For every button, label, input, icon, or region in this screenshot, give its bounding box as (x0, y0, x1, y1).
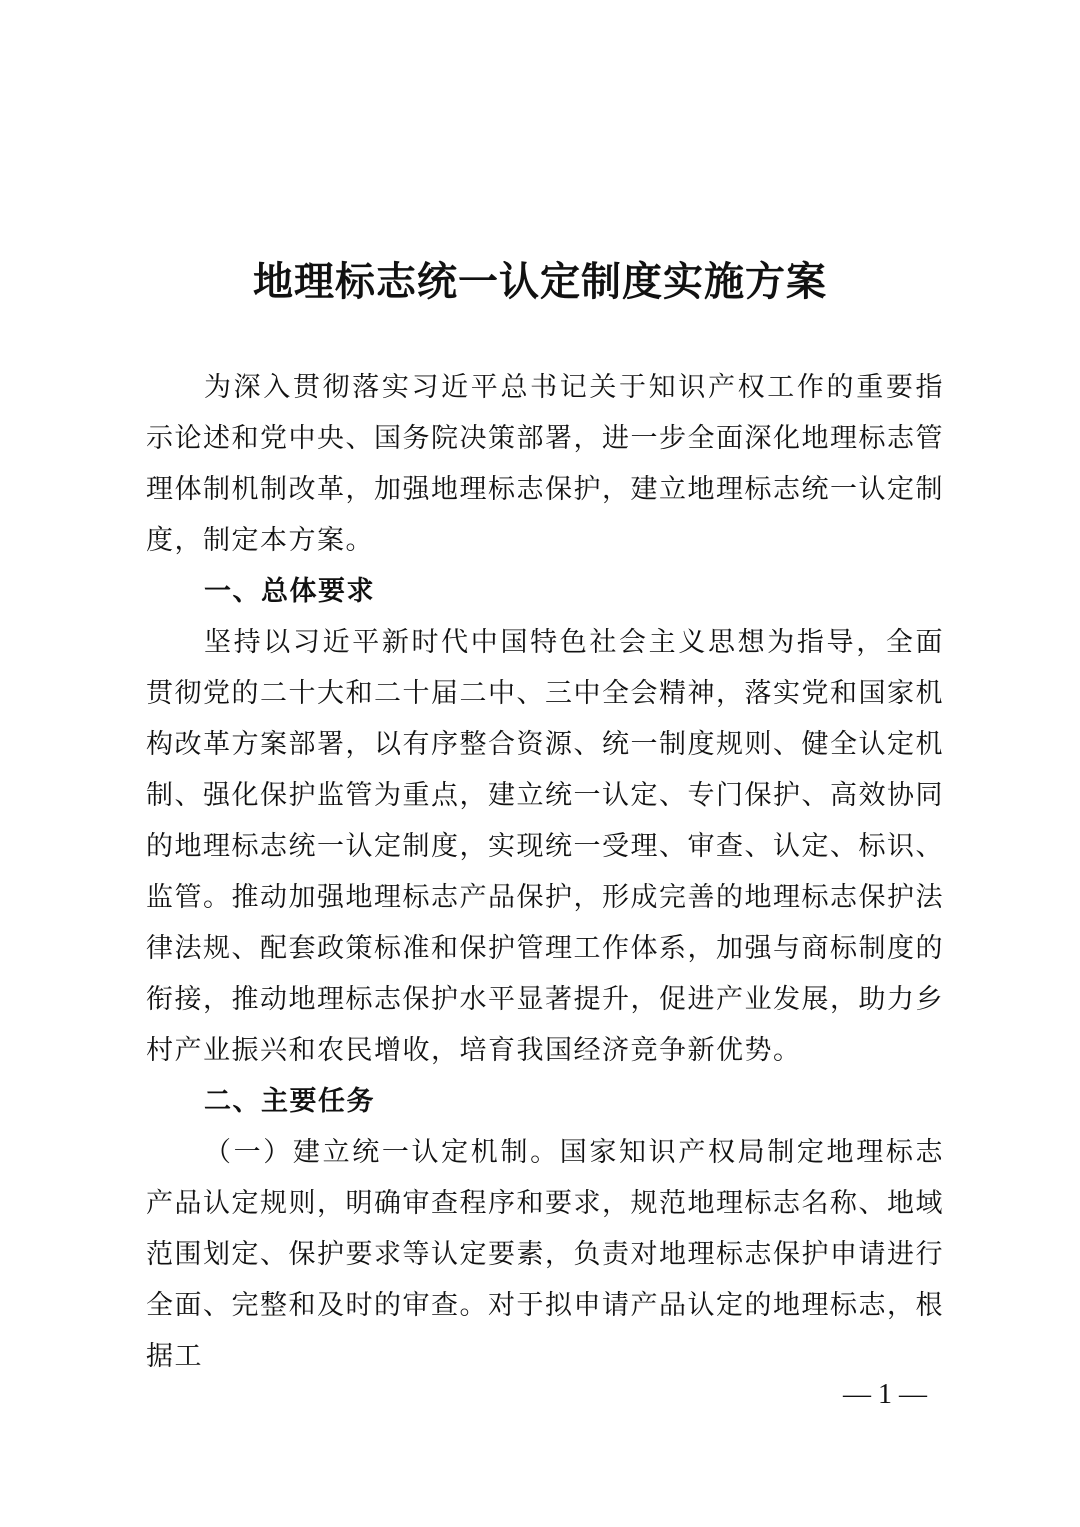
intro-paragraph: 为深入贯彻落实习近平总书记关于知识产权工作的重要指示论述和党中央、国务院决策部署，进一步全面深化地理标志管理体制机制改革，加强地理标志保护，建立地理标志统一认定制度，制定本方案。 (146, 372, 944, 556)
task-1-text: 国家知识产权局制定地理标志产品认定规则，明确审查程序和要求，规范地理标志名称、地域范围划定、保护要求等认定要素，负责对地理标志保护申请进行全面、完整和及时的审查。对于拟申请产品认定的地理标志，根据工 (146, 1137, 944, 1372)
page-number: — 1 — (843, 1379, 927, 1410)
general-requirements-paragraph: 坚持以习近平新时代中国特色社会主义思想为指导，全面贯彻党的二十大和二十届二中、三中全会精神，落实党和国家机构改革方案部署，以有序整合资源、统一制度规则、健全认定机制、强化保护监管为重点，建立统一认定、专门保护、高效协同的地理标志统一认定制度，实现统一受理、审查、认定、标识、监管。推动加强地理标志产品保护，形成完善的地理标志保护法律法规、配套政策标准和保护管理工作体系，加强与商标制度的衔接，推动地理标志保护水平显著提升，促进产业发展，助力乡村产业振兴和农民增收，培育我国经济竞争新优势。 (146, 627, 944, 1066)
section-heading-general-requirements: 一、总体要求 (204, 576, 375, 607)
document-body (146, 362, 944, 1382)
section-heading-main-tasks: 二、主要任务 (204, 1086, 375, 1117)
task-1-paragraph (146, 1127, 944, 1382)
document-title: 地理标志统一认定制度实施方案 (253, 258, 827, 305)
task-1-lead: （一）建立统一认定机制。 (204, 1137, 560, 1168)
